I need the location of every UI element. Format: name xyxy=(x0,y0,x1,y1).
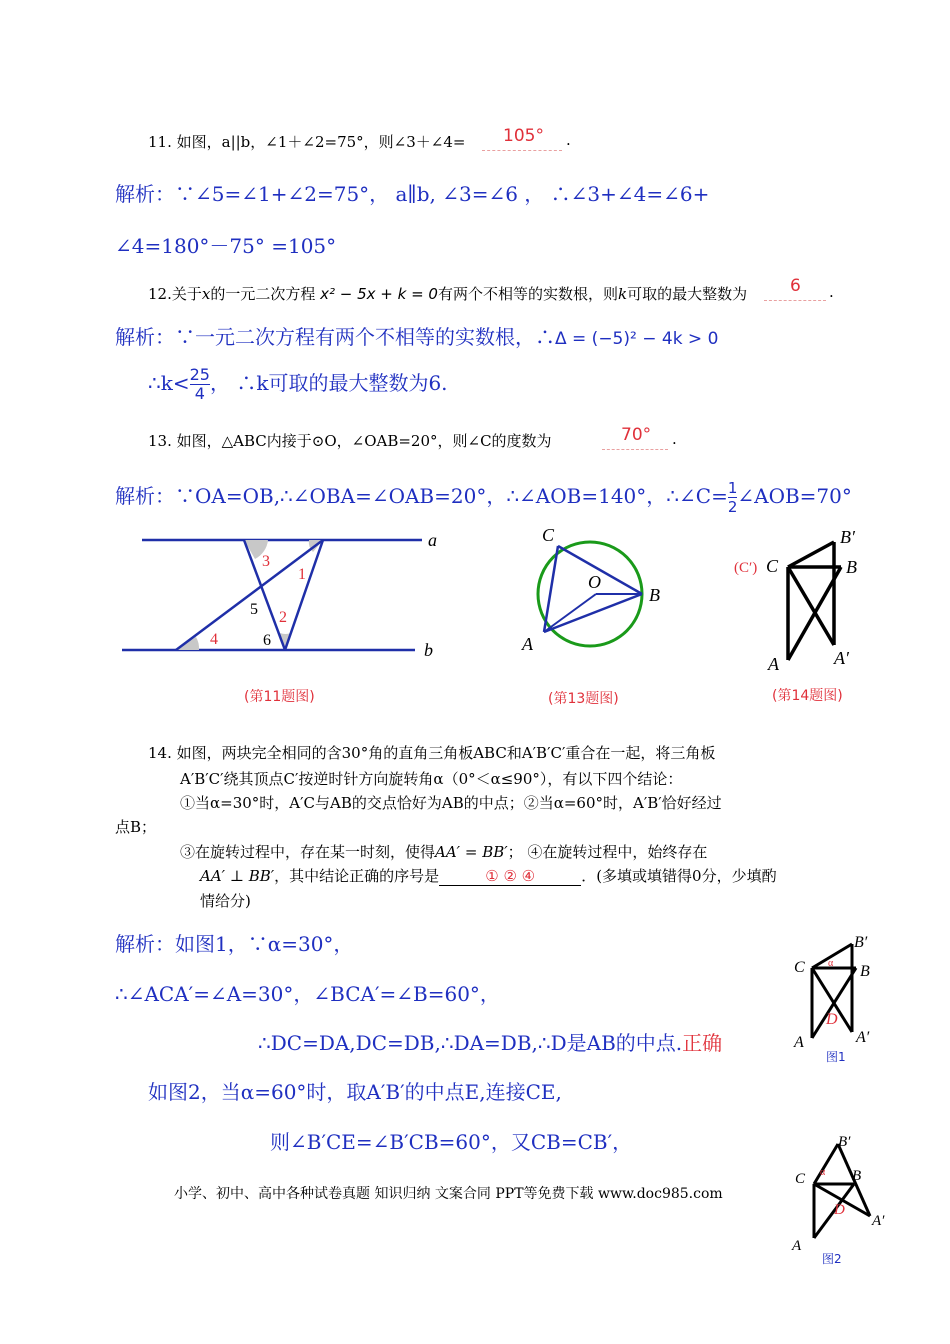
page-footer: 小学、初中、高中各种试卷真题 知识归纳 文案合同 PPT等免费下载 www.doc985.com xyxy=(174,1186,723,1202)
fig1-label-C: C xyxy=(794,959,805,976)
figure-13 xyxy=(510,520,680,660)
fig11-label-6: 6 xyxy=(263,632,271,649)
q12-end: . xyxy=(829,283,834,301)
q12-equation: x² − 5x + k = 0 xyxy=(320,285,438,303)
q11-answer: 105° xyxy=(503,126,544,146)
fig2-label-Bprime: B′ xyxy=(838,1134,851,1150)
q13-half: $\frac{1}{2}$ xyxy=(727,479,738,516)
fig2-label-B: B xyxy=(852,1168,862,1184)
q14-eq2: AA′ ⊥ BB′ xyxy=(200,867,275,885)
q11-solution-line2: ∠4=180°－75° =105° xyxy=(115,234,337,258)
fig11-label-4: 4 xyxy=(210,631,218,648)
q11-end: . xyxy=(566,131,571,149)
fig13-label-A: A xyxy=(522,634,533,654)
q13-text: 13. 如图，△ABC内接于⊙O，∠OAB=20°，则∠C的度数为 xyxy=(148,432,552,450)
q11-text: 11. 如图，a||b，∠1＋∠2=75°，则∠3＋∠4= xyxy=(148,133,466,151)
q14-line7: 情给分) xyxy=(200,892,251,910)
q14-line4: 点B； xyxy=(115,818,157,836)
fig14-label-C: C xyxy=(766,556,779,576)
fig11-caption: (第11题图) xyxy=(244,689,315,705)
fig14-label-Aprime: A′ xyxy=(834,648,849,668)
figure-14 xyxy=(730,525,870,675)
figure-2 xyxy=(790,1128,895,1256)
q12-answer: 6 xyxy=(790,276,801,296)
fig14-label-Bprime: B′ xyxy=(840,527,855,547)
figure-11 xyxy=(110,525,460,675)
q12-solution-line1: 解析：∵一元二次方程有两个不相等的实数根，∴Δ = (−5)² − 4k > 0 xyxy=(115,325,719,349)
q13-end: . xyxy=(672,430,677,448)
fig1-label-Aprime: A′ xyxy=(856,1029,870,1046)
fig11-label-a: a xyxy=(428,530,437,550)
fig2-label-alpha: α xyxy=(820,1167,826,1178)
q14-line1: 14. 如图，两块完全相同的含30°角的直角三角板ABC和A′B′C′重合在一起，将三角板 xyxy=(148,744,716,762)
sol14-line5: 则∠B′CE=∠B′CB=60°，又CB=CB′， xyxy=(270,1130,633,1154)
fig1-label-A: A xyxy=(794,1034,804,1051)
fig2-label-C: C xyxy=(795,1171,806,1187)
q13-answer: 70° xyxy=(621,425,652,445)
fig13-label-O: O xyxy=(588,572,601,592)
q11-solution-line1: 解析：∵∠5=∠1+∠2=75°， a∥b, ∠3=∠6 ， ∴∠3+∠4=∠6+ xyxy=(115,182,710,206)
q12-solution-line2: ∴k< $\frac{25}{4}$ ， ∴k可取的最大整数为6. xyxy=(148,365,448,403)
fig14-caption: (第14题图) xyxy=(772,688,843,704)
q14-line6: AA′ ⊥ BB′，其中结论正确的序号是 ① ② ④ ．(多填或填错得0分，少填酌 xyxy=(200,867,777,885)
fig2-caption: 图2 xyxy=(822,1252,842,1266)
fig2-label-A: A xyxy=(792,1238,802,1254)
q13-solution: 解析：∵OA=OB,∴∠OBA=∠OAB=20°，∴∠AOB=140°，∴∠C= $\frac{1}{2}$ ∠AOB=70° xyxy=(115,479,852,516)
fig1-label-B: B xyxy=(860,963,870,980)
figure-1 xyxy=(790,928,890,1058)
q14-line3: ①当α=30°时，A′C与AB的交点恰好为AB的中点；②当α=60°时，A′B′恰好经过 xyxy=(180,794,722,812)
fig1-caption: 图1 xyxy=(826,1050,846,1064)
fig2-label-Aprime: A′ xyxy=(872,1213,885,1229)
q14-line5: ③在旋转过程中，存在某一时刻，使得AA′ = BB′； ④在旋转过程中，始终存在 xyxy=(180,843,708,861)
q12-discriminant: Δ = (−5)² − 4k > 0 xyxy=(555,329,719,349)
sol14-line2: ∴∠ACA′=∠A=30°，∠BCA′=∠B=60°， xyxy=(115,982,500,1006)
fig11-label-b: b xyxy=(424,640,433,660)
fig1-label-Bprime: B′ xyxy=(854,934,868,951)
q12-fraction: $\frac{25}{4}$ xyxy=(189,365,210,403)
fig13-label-C: C xyxy=(542,525,555,545)
fig11-label-2: 2 xyxy=(279,609,287,626)
fig14-label-Cprime: (C′) xyxy=(734,560,758,576)
q14-answer: ① ② ④ xyxy=(439,867,581,886)
fig14-label-A: A xyxy=(768,654,779,674)
fig1-label-D: D xyxy=(826,1011,838,1028)
fig14-label-B: B xyxy=(846,557,857,577)
fig11-label-1: 1 xyxy=(298,566,306,583)
sol14-line4: 如图2，当α=60°时，取A′B′的中点E,连接CE, xyxy=(148,1080,562,1104)
fig1-label-alpha: α xyxy=(828,958,834,969)
fig2-label-D: D xyxy=(834,1202,845,1218)
fig13-caption: (第13题图) xyxy=(548,691,619,707)
sol14-line3: ∴DC=DA,DC=DB,∴DA=DB,∴D是AB的中点.正确 xyxy=(258,1031,723,1055)
fig13-label-B: B xyxy=(649,585,660,605)
sol14-line1: 解析：如图1，∵α=30°， xyxy=(115,932,354,956)
sol14-correct: 正确 xyxy=(682,1031,723,1055)
q12-text: 12.关于x的一元二次方程 x² − 5x + k = 0有两个不相等的实数根，则k可取的最大整数为 xyxy=(148,285,748,303)
q14-eq1: AA′ = BB′ xyxy=(435,843,508,861)
fig11-label-3: 3 xyxy=(262,553,270,570)
q14-line2: A′B′C′绕其顶点C′按逆时针方向旋转角α（0°＜α≤90°），有以下四个结论： xyxy=(180,770,683,788)
fig11-label-5: 5 xyxy=(250,601,258,618)
